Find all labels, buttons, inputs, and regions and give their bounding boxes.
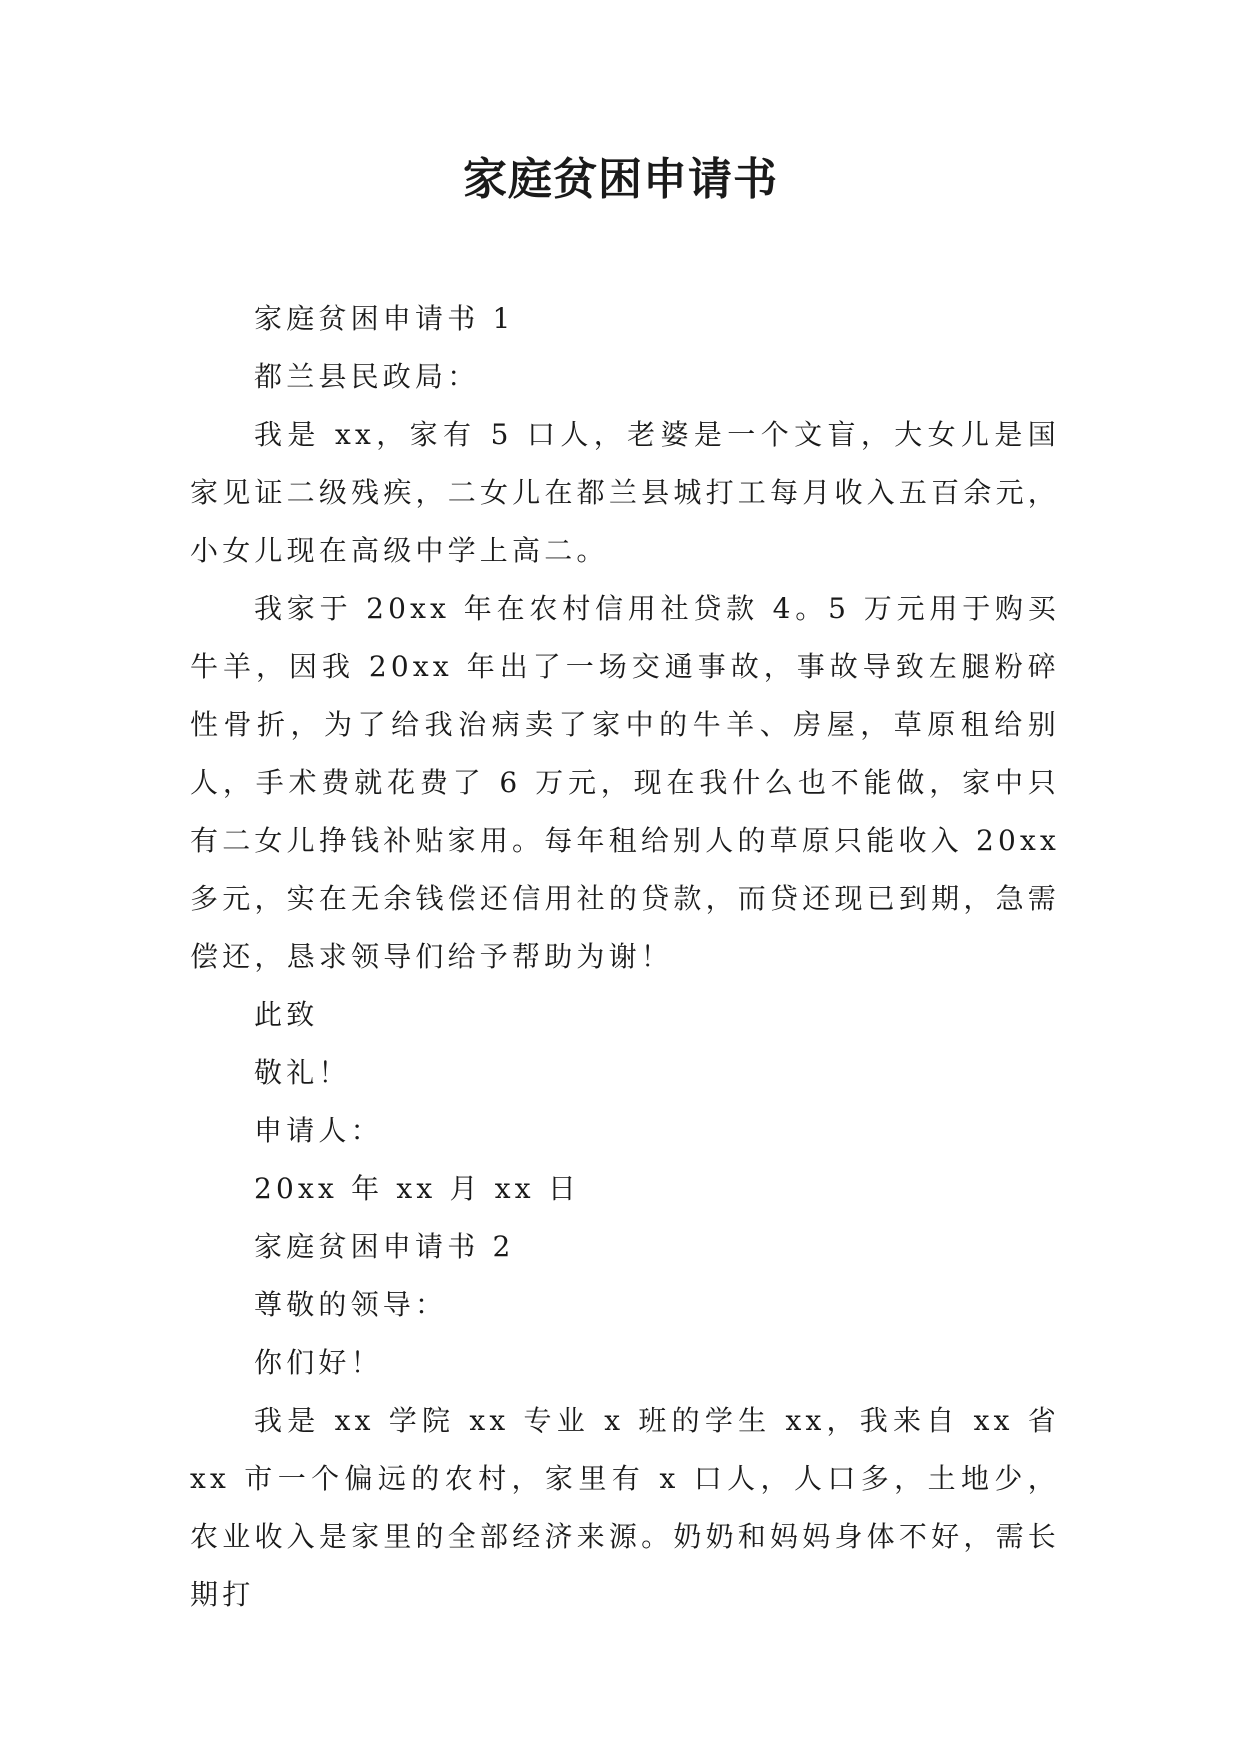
salutation-2: 尊敬的领导： [254, 1288, 448, 1321]
salutation-1: 都兰县民政局： [254, 360, 480, 393]
paragraph-student-background: 我是 xx 学院 xx 专业 x 班的学生 xx，我来自 xx 省 xx 市一个偏远的农村，家里有 x 口人，人口多，土地少，农业收入是家里的全部经济来源。奶奶和妈妈身体不好，需长期打 [190, 1404, 1060, 1611]
greeting: 你们好！ [254, 1346, 383, 1379]
document-body [190, 290, 1060, 1624]
signature-date: 20xx 年 xx 月 xx 日 [254, 1172, 581, 1205]
document-title: 家庭贫困申请书 [463, 154, 778, 205]
section-heading-2: 家庭贫困申请书 2 [254, 1230, 515, 1263]
closing-regards: 此致 [254, 998, 319, 1031]
applicant-label: 申请人： [254, 1114, 383, 1147]
section-heading-1: 家庭贫困申请书 1 [254, 302, 515, 335]
closing-salute: 敬礼！ [254, 1056, 351, 1089]
paragraph-loan-and-accident: 我家于 20xx 年在农村信用社贷款 4。5 万元用于购买牛羊，因我 20xx 年出了一场交通事故，事故导致左腿粉碎性骨折，为了给我治病卖了家中的牛羊、房屋，草原租给别人，手术费就花费了 6 万元，现在我什么也不能做，家中只有二女儿挣钱补贴家用。每年租给别人的草原只能收入 20xx 多元，实在无余钱偿还信用社的贷款，而贷还现已到期，急需偿还，恳求领导们给予帮助为谢！ [190, 592, 1060, 973]
paragraph-family-situation: 我是 xx，家有 5 口人，老婆是一个文盲，大女儿是国家见证二级残疾，二女儿在都兰县城打工每月收入五百余元，小女儿现在高级中学上高二。 [190, 418, 1060, 567]
